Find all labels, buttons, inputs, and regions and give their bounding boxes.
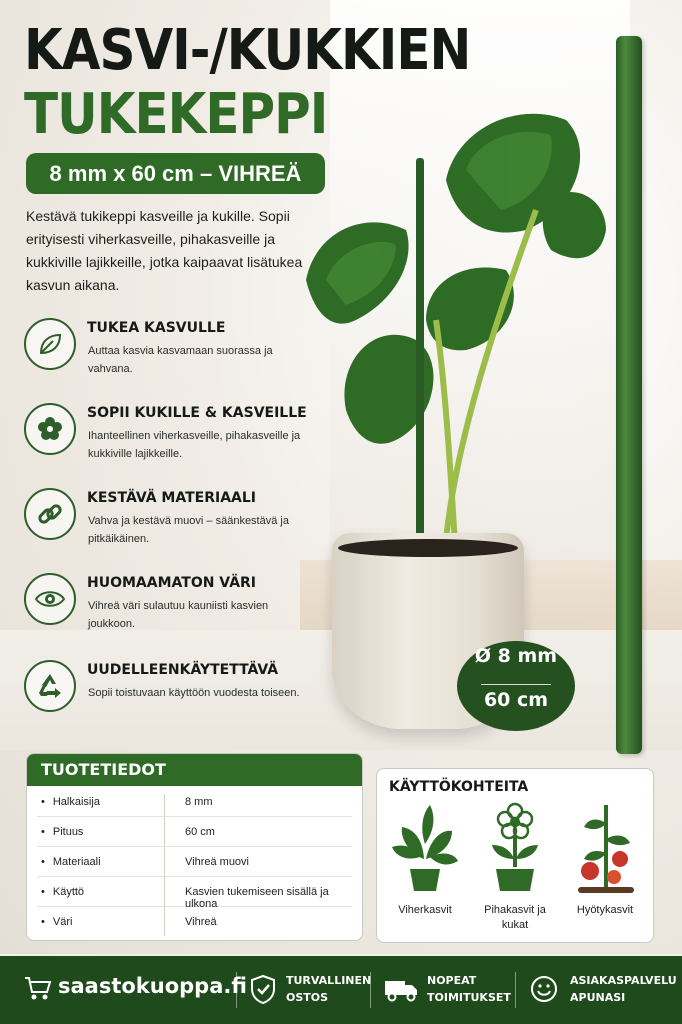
- feature-text: Auttaa kasvia kasvamaan suorassa ja vahvana.: [88, 345, 273, 375]
- footer-divider: [370, 972, 371, 1008]
- feature-text: Vahva ja kestävä muovi – säänkestävä ja pitkäikäinen.: [88, 515, 289, 545]
- badge-divider: [481, 684, 551, 685]
- feature-title: HUOMAAMATON VÄRI: [87, 575, 257, 591]
- size-badge: 8 mm x 60 cm – VIHREÄ: [26, 153, 325, 194]
- length-label: 60 cm: [483, 689, 549, 711]
- spec-key: • Käyttö: [41, 886, 84, 898]
- measure-badge: [457, 641, 575, 731]
- footer-divider: [515, 972, 516, 1008]
- spec-value: 60 cm: [185, 826, 215, 838]
- spec-key: • Materiaali: [41, 856, 101, 868]
- feature-title: TUKEA KASVULLE: [87, 320, 226, 336]
- delivery-truck-icon: [384, 978, 418, 1002]
- feature-text: Vihreä väri sulautuu kauniisti kasvien joukkoon.: [88, 600, 269, 630]
- secure-purchase-text: TURVALLINEN OSTOS: [286, 974, 372, 1004]
- shield-check-icon: [250, 974, 276, 1004]
- uses-panel: [376, 768, 654, 943]
- feature-title: KESTÄVÄ MATERIAALI: [87, 490, 257, 506]
- footer-divider: [236, 972, 237, 1008]
- spec-row: [37, 847, 352, 877]
- feature-title: UUDELLEENKÄYTETTÄVÄ: [87, 662, 279, 678]
- feature-color: [24, 573, 324, 633]
- specs-heading: TUOTETIEDOT: [27, 754, 362, 786]
- chain-link-icon: [24, 488, 76, 540]
- feature-text: Sopii toistuvaan käyttöön vuodesta toiseen.: [88, 687, 300, 699]
- brand-name[interactable]: saastokuoppa.fi: [58, 974, 247, 998]
- footer-bar: [0, 956, 682, 1024]
- spec-value: Vihreä: [185, 916, 217, 928]
- uses-heading: KÄYTTÖKOHTEITA: [389, 779, 529, 795]
- fast-delivery-text: NOPEAT TOIMITUKSET: [427, 974, 511, 1004]
- customer-service-text: ASIAKASPALVELU APUNASI: [570, 974, 677, 1004]
- intro-text: Kestävä tukikeppi kasveille ja kukille. Sopii erityisesti viherkasveille, pihakasveille ja kukkiville lajikkeille, jotka kaipaavat lisätukea kasvun aikana.: [26, 208, 303, 293]
- feature-material: [24, 488, 324, 548]
- feature-title: SOPII KUKILLE & KASVEILLE: [87, 405, 307, 421]
- spec-value: Vihreä muovi: [185, 856, 249, 868]
- spec-value: 8 mm: [185, 796, 213, 808]
- flower-icon: [24, 403, 76, 455]
- feature-flowers: [24, 403, 324, 463]
- use-houseplants: [385, 799, 465, 918]
- smiley-icon: [530, 975, 558, 1003]
- use-vegetables: [565, 799, 645, 918]
- spec-row: [37, 907, 352, 937]
- spec-key: • Pituus: [41, 826, 83, 838]
- potted-flower-icon: [480, 799, 550, 899]
- eye-icon: [24, 573, 76, 625]
- use-label: Viherkasvit: [398, 904, 452, 916]
- use-label: Pihakasvit ja kukat: [484, 904, 546, 931]
- feature-text: Ihanteellinen viherkasveille, pihakasveille ja kukkiville lajikkeille.: [88, 430, 301, 460]
- tomato-plant-icon: [570, 799, 640, 899]
- spec-row: [37, 877, 352, 910]
- feature-reusable: [24, 660, 324, 720]
- title-line-1: KASVI-/KUKKIEN: [24, 17, 471, 83]
- support-stick: [616, 36, 642, 754]
- use-flowers: [475, 799, 555, 933]
- spec-key: • Väri: [41, 916, 72, 928]
- spec-row: [37, 787, 352, 817]
- leaf-icon: [24, 318, 76, 370]
- shopping-cart-icon: [24, 976, 52, 1002]
- diameter-label: Ø 8 mm: [474, 645, 558, 667]
- recycle-icon: [24, 660, 76, 712]
- houseplant-icon: [390, 799, 460, 899]
- use-label: Hyötykasvit: [576, 904, 634, 916]
- specs-panel: [26, 753, 363, 941]
- spec-key: • Halkaisija: [41, 796, 100, 808]
- spec-row: [37, 817, 352, 847]
- feature-support: [24, 318, 324, 378]
- title-line-2: TUKEKEPPI: [24, 81, 328, 147]
- spec-value: Kasvien tukemiseen sisällä ja ulkona: [185, 886, 329, 910]
